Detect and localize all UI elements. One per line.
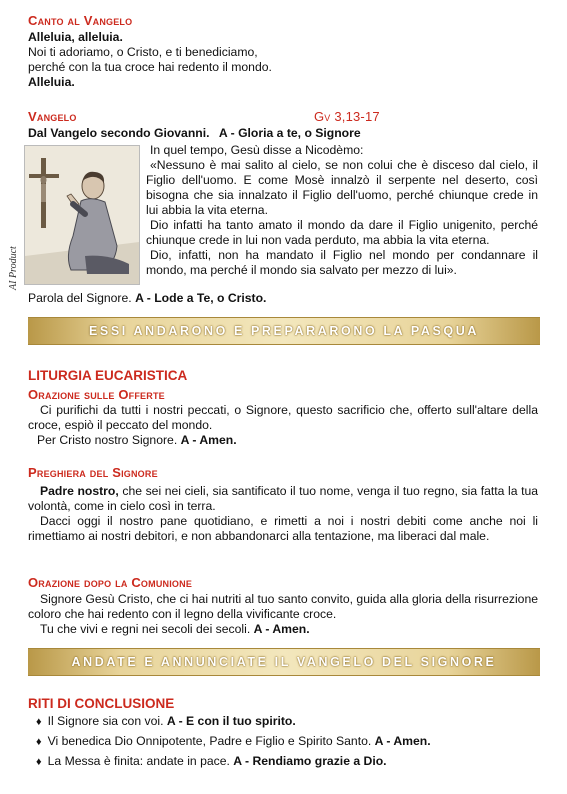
offerte-close-line (28, 433, 538, 448)
vangelo-paragraph-3: Dio infatti ha tanto amato il mondo da dare il Figlio unigenito, perché chiunque crede in lui non vada perduto, ma abbia la vita eterna. (146, 218, 538, 247)
offerte-close: Per Cristo nostro Signore. (37, 433, 178, 447)
comunione-text: Signore Gesù Cristo, che ci hai nutriti al tuo santo convito, guida alla gloria della risurrezione coloro che hai redento con il legno della vivificante croce. (28, 592, 538, 621)
praying-man-illustration (24, 145, 140, 285)
riti-item-response: A - Rendiamo grazie a Dio. (233, 754, 387, 768)
vangelo-header (28, 109, 538, 125)
comunione-close-line (28, 622, 538, 637)
canto-title: Canto al Vangelo (28, 13, 133, 28)
riti-item (36, 754, 536, 774)
preghiera-block (28, 484, 538, 544)
comunione-close: Tu che vivi e regni nei secoli dei secoli. (40, 622, 251, 636)
vangelo-text (146, 143, 538, 278)
vangelo-paragraph-4: Dio, infatti, non ha mandato il Figlio nel mondo per condannare il mondo, ma perché il mondo sia salvato per mezzo di lui». (146, 248, 538, 277)
diamond-bullet-icon: ♦ (36, 716, 42, 728)
riti-list (36, 714, 536, 774)
comunione-amen: A - Amen. (253, 622, 310, 636)
canto-line-2: perché con la tua croce hai redento il mondo. (28, 60, 272, 74)
vangelo-closing: Parola del Signore. (28, 291, 132, 305)
offerte-title: Orazione sulle Offerte (28, 387, 165, 402)
vangelo-intro: Dal Vangelo secondo Giovanni. (28, 126, 210, 140)
padre-nostro-paragraph (28, 484, 538, 514)
diamond-bullet-icon: ♦ (36, 736, 42, 748)
vangelo-response: A - Gloria a te, o Signore (218, 126, 361, 140)
offerte-amen: A - Amen. (180, 433, 237, 447)
canto-section (28, 13, 538, 90)
vangelo-paragraph-1: In quel tempo, Gesù disse a Nicodèmo: (150, 143, 364, 157)
riti-item (36, 734, 536, 754)
riti-item (36, 714, 536, 734)
riti-item-response: A - Amen. (374, 734, 431, 748)
vangelo-paragraph-2: «Nessuno è mai salito al cielo, se non colui che è disceso dal cielo, il Figlio dell'uomo. E come Mosè innalzò il serpente nel deserto, così bisogna che sia innalzato il Figlio dell'uomo, perché chiunque crede in lui abbia la vita eterna. (146, 158, 538, 217)
padre-nostro-text: che sei nei cieli, sia santificato il tuo nome, venga il tuo regno, sia fatta la tua volontà, come in cielo così in terra. (28, 484, 539, 513)
vangelo-reference: Gv 3,13-17 (314, 109, 380, 124)
riti-item-text: Vi benedica Dio Onnipotente, Padre e Figlio e Spirito Santo. (47, 734, 375, 748)
image-credit: AI Product (8, 246, 19, 290)
banner-andate-annunciate: ANDATE E ANNUNCIATE IL VANGELO DEL SIGNORE (28, 648, 540, 676)
riti-title: RITI DI CONCLUSIONE (28, 696, 175, 711)
offerte-block (28, 403, 538, 448)
vangelo-closing-line (28, 291, 538, 306)
comunione-block (28, 592, 538, 637)
vangelo-closing-response: A - Lode a Te, o Cristo. (135, 291, 267, 305)
praying-man-icon (25, 146, 139, 284)
canto-alleluia-end: Alleluia. (28, 75, 75, 89)
padre-nostro-paragraph-2: Dacci oggi il nostro pane quotidiano, e rimetti a noi i nostri debiti come anche noi li rimettiamo ai nostri debitori, e non abbandonarci alla tentazione, ma liberaci dal male. (28, 514, 538, 543)
banner-essi-andarono: ESSI ANDARONO E PREPARARONO LA PASQUA (28, 317, 540, 345)
liturgia-title: LITURGIA EUCARISTICA (28, 368, 188, 383)
riti-item-text: Il Signore sia con voi. (47, 714, 167, 728)
padre-nostro-bold: Padre nostro, (40, 484, 119, 498)
diamond-bullet-icon: ♦ (36, 756, 42, 768)
canto-line-1: Noi ti adoriamo, o Cristo, e ti benediciamo, (28, 45, 258, 59)
preghiera-title: Preghiera del Signore (28, 465, 158, 480)
comunione-title: Orazione dopo la Comunione (28, 575, 193, 590)
offerte-text: Ci purifichi da tutti i nostri peccati, o Signore, questo sacrificio che, offerto sull'altare della croce, espiò il peccato del mondo. (28, 403, 538, 432)
vangelo-intro-line (28, 126, 548, 141)
canto-alleluia-head: Alleluia, alleluia. (28, 30, 123, 44)
riti-item-text: La Messa è finita: andate in pace. (47, 754, 234, 768)
riti-item-response: A - E con il tuo spirito. (166, 714, 296, 728)
vangelo-title: Vangelo (28, 109, 77, 124)
